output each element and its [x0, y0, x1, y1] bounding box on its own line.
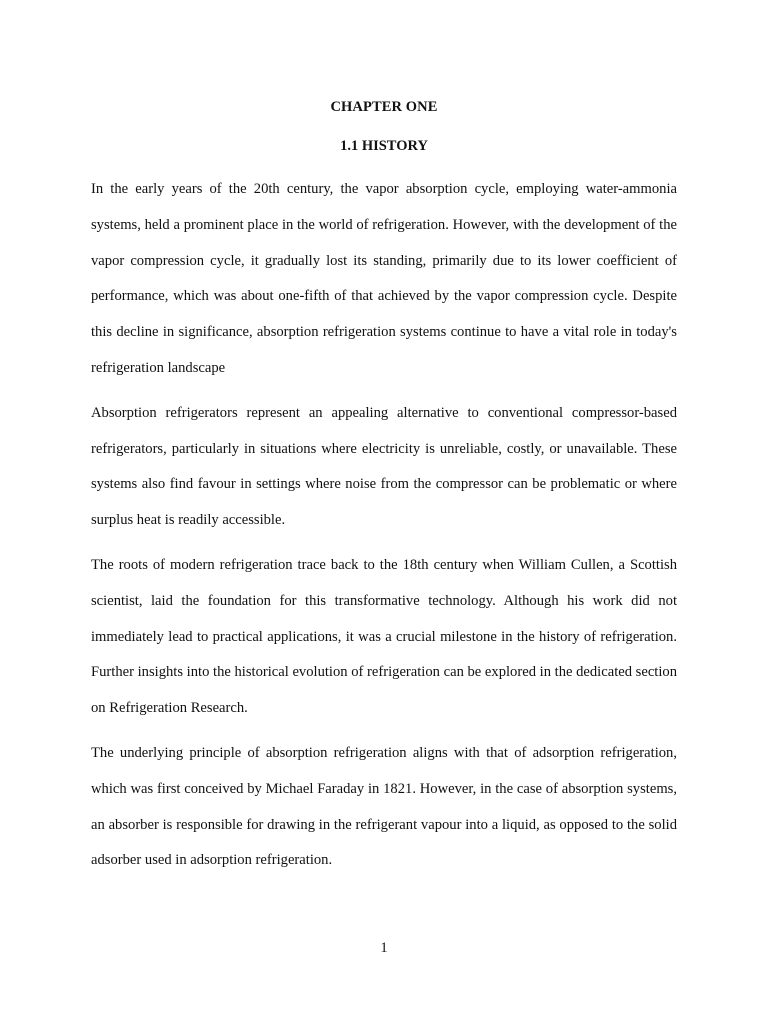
chapter-title: CHAPTER ONE: [330, 99, 438, 115]
section-title: 1.1 HISTORY: [340, 138, 428, 154]
paragraph-3: The roots of modern refrigeration trace back to the 18th century when William Cullen, a Scottish scientist, laid the foundation for this transformative technology. Although his work did not immediately lead to practical applications, it was a crucial milestone in the history of refrigeration. Further insights into the historical evolution of refrigeration can be explored in the dedicated section on Refrigeration Research.: [91, 556, 678, 717]
paragraph-1: In the early years of the 20th century, the vapor absorption cycle, employing water-ammonia systems, held a prominent place in the world of refrigeration. However, with the development of the vapor compression cycle, it gradually lost its standing, primarily due to its lower coefficient of performance, which was about one-fifth of that achieved by the vapor compression cycle. Despite this decline in significance, absorption refrigeration systems continue to have a vital role in today's refrigeration landscape: [91, 181, 677, 376]
paragraph-4: The underlying principle of absorption refrigeration aligns with that of adsorption refrigeration, which was first conceived by Michael Faraday in 1821. However, in the case of absorption systems, an absorber is responsible for drawing in the refrigerant vapour into a liquid, as opposed to the solid adsorber used in adsorption refrigeration.: [91, 744, 677, 869]
page-number: 1: [380, 940, 388, 956]
body-text: [91, 172, 677, 879]
paragraph-2: Absorption refrigerators represent an appealing alternative to conventional compressor-based refrigerators, particularly in situations where electricity is unreliable, costly, or unavailable. These systems also find favour in settings where noise from the compressor can be problematic or where surplus heat is readily accessible.: [91, 404, 677, 529]
